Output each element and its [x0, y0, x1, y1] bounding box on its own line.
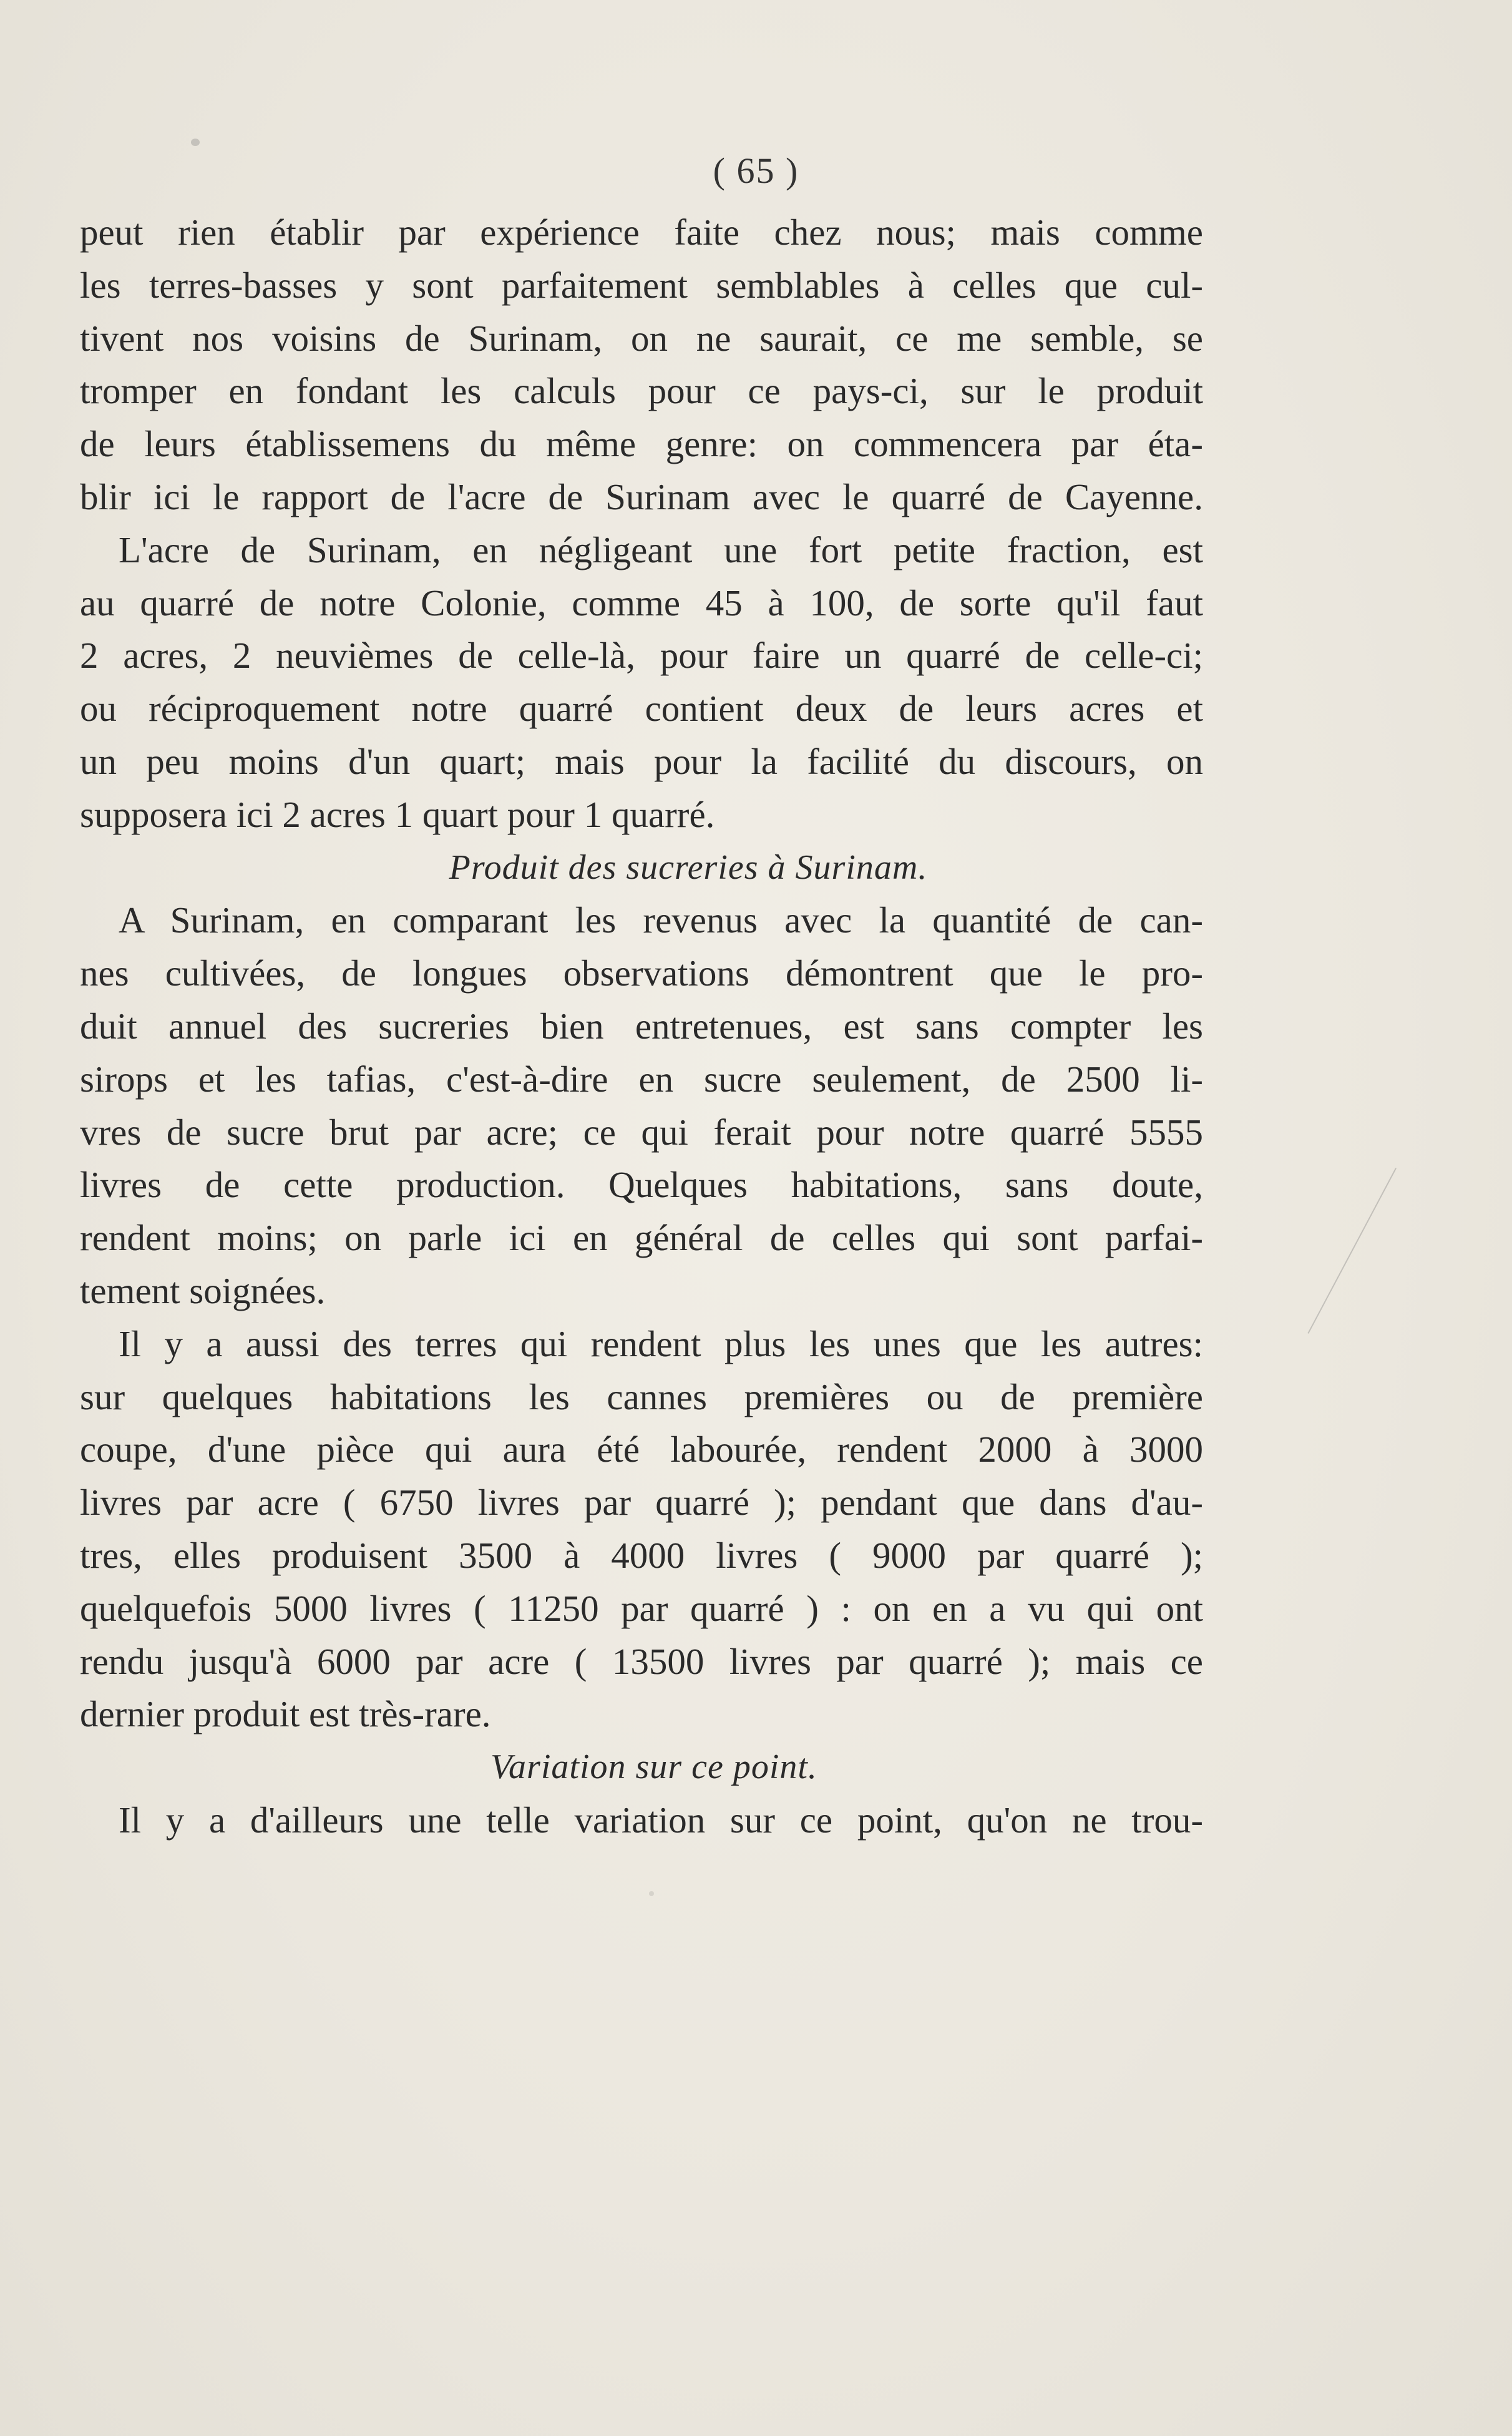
text-line: L'acre de Surinam, en négligeant une fort petite fraction, est [119, 529, 1203, 570]
text-line: livres par acre ( 6750 livres par quarré ); pendant que dans d'au- [80, 1482, 1203, 1524]
paragraph [80, 524, 1203, 841]
paragraph [80, 1794, 1203, 1847]
text-line: les terres-basses y sont parfaitement semblables à celles que cul- [80, 264, 1203, 306]
paragraph [80, 1318, 1203, 1741]
text-line: tres, elles produisent 3500 à 4000 livres ( 9000 par quarré ); [80, 1534, 1203, 1576]
text-line: sirops et les tafias, c'est-à-dire en sucre seulement, de 2500 li- [80, 1058, 1203, 1100]
ink-spot [191, 139, 200, 146]
text-line: quelquefois 5000 livres ( 11250 par quarré ) : on en a vu qui ont [80, 1587, 1203, 1629]
text-line: ou réciproquement notre quarré contient deux de leurs acres et [80, 688, 1203, 730]
text-line: de leurs établissemens du même genre: on commencera par éta- [80, 423, 1203, 465]
text-line: nes cultivées, de longues observations démontrent que le pro- [80, 952, 1203, 994]
paragraph [80, 206, 1203, 524]
text-line: peut rien établir par expérience faite chez nous; mais comme [80, 212, 1203, 253]
text-line: Il y a d'ailleurs une telle variation sur ce point, qu'on ne trou- [119, 1799, 1203, 1841]
text-line: coupe, d'une pièce qui aura été labourée, rendent 2000 à 3000 [80, 1429, 1203, 1470]
text-line: tement soignées. [80, 1269, 326, 1311]
text-line: tivent nos voisins de Surinam, on ne saurait, ce me semble, se [80, 317, 1203, 359]
ink-spot [649, 1891, 654, 1896]
page-number: ( 65 ) [713, 150, 799, 191]
text-line: Il y a aussi des terres qui rendent plus les unes que les autres: [119, 1323, 1203, 1364]
text-line: au quarré de notre Colonie, comme 45 à 100, de sorte qu'il faut [80, 582, 1203, 624]
text-line: livres de cette production. Quelques habitations, sans doute, [80, 1164, 1203, 1206]
text-line: 2 acres, 2 neuvièmes de celle-là, pour faire un quarré de celle-ci; [80, 635, 1203, 677]
paragraph [80, 894, 1203, 1317]
text-line: tromper en fondant les calculs pour ce pays-ci, sur le produit [80, 370, 1203, 412]
section-heading: Variation sur ce point. [490, 1748, 817, 1787]
text-line: vres de sucre brut par acre; ce qui ferait pour notre quarré 5555 [80, 1111, 1203, 1153]
text-line: A Surinam, en comparant les revenus avec la quantité de can- [119, 899, 1203, 941]
pencil-mark [1307, 1168, 1397, 1334]
text-line: blir ici le rapport de l'acre de Surinam avec le quarré de Cayenne. [80, 476, 1203, 517]
text-line: un peu moins d'un quart; mais pour la facilité du discours, on [80, 740, 1203, 782]
text-line: rendu jusqu'à 6000 par acre ( 13500 livres par quarré ); mais ce [80, 1640, 1203, 1682]
text-line: duit annuel des sucreries bien entretenues, est sans compter les [80, 1005, 1203, 1047]
text-line: supposera ici 2 acres 1 quart pour 1 quarré. [80, 793, 715, 835]
section-heading: Produit des sucreries à Surinam. [449, 848, 928, 887]
text-line: rendent moins; on parle ici en général de celles qui sont parfai- [80, 1217, 1203, 1259]
body-text [80, 206, 1203, 1847]
text-line: sur quelques habitations les cannes premières ou de première [80, 1376, 1203, 1417]
text-line: dernier produit est très-rare. [80, 1693, 491, 1735]
